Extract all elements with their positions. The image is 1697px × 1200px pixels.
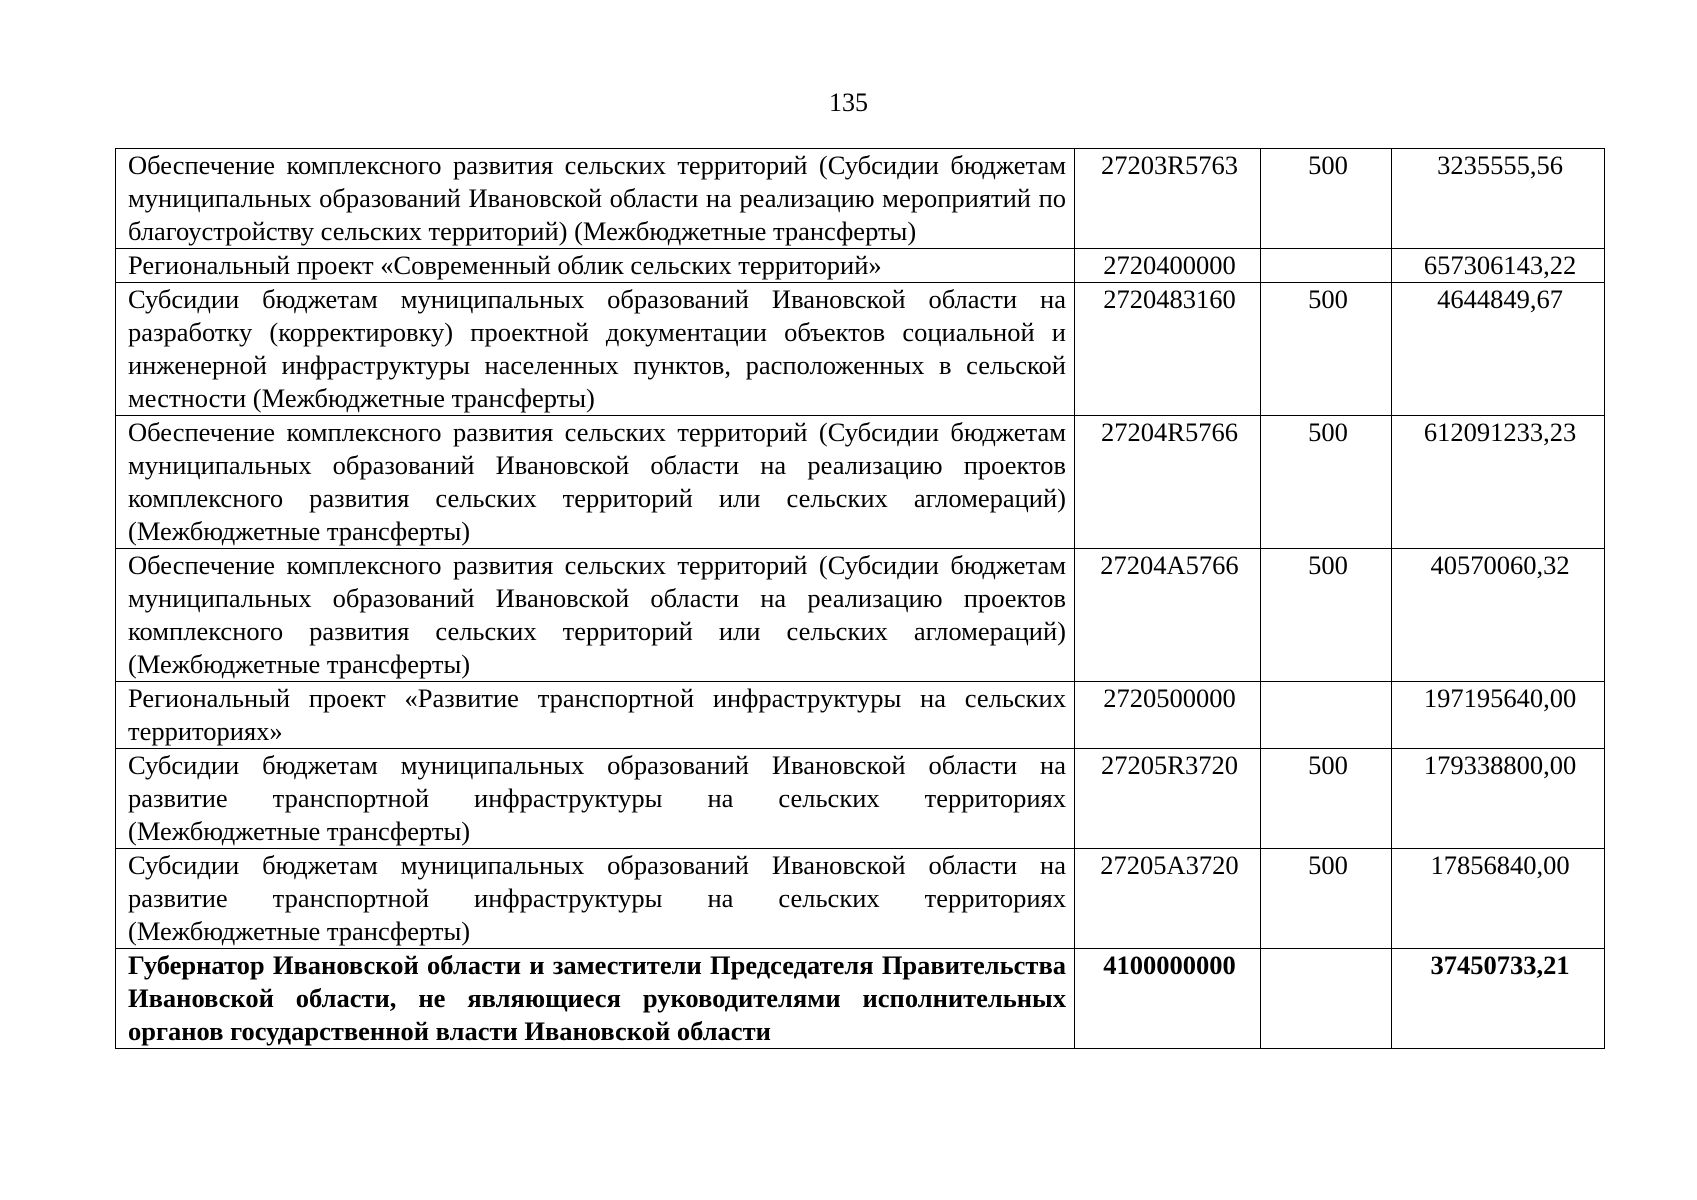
budget-table-body — [116, 149, 1605, 1049]
row-type — [1261, 249, 1392, 283]
table-row — [116, 149, 1605, 249]
table-row — [116, 749, 1605, 849]
row-amount: 40570060,32 — [1392, 549, 1605, 682]
page-number: 135 — [829, 88, 868, 117]
row-type: 500 — [1261, 149, 1392, 249]
row-code: 27204A5766 — [1075, 549, 1261, 682]
row-name: Субсидии бюджетам муниципальных образований Ивановской области на развитие транспортной инфраструктуры на сельских территориях (Межбюджетные трансферты) — [116, 849, 1075, 949]
table-row — [116, 249, 1605, 283]
row-code: 27203R5763 — [1075, 149, 1261, 249]
row-code: 27205R3720 — [1075, 749, 1261, 849]
row-name: Субсидии бюджетам муниципальных образований Ивановской области на разработку (корректировку) проектной документации объектов социальной и инженерной инфраструктуры населенных пунктов, расположенных в сельской местности (Межбюджетные трансферты) — [116, 283, 1075, 416]
row-code: 4100000000 — [1075, 949, 1261, 1049]
table-row — [116, 949, 1605, 1049]
row-code: 2720400000 — [1075, 249, 1261, 283]
budget-table — [115, 148, 1605, 1049]
row-type — [1261, 949, 1392, 1049]
row-code: 2720483160 — [1075, 283, 1261, 416]
row-name: Субсидии бюджетам муниципальных образований Ивановской области на развитие транспортной инфраструктуры на сельских территориях (Межбюджетные трансферты) — [116, 749, 1075, 849]
row-code: 27204R5766 — [1075, 416, 1261, 549]
row-type: 500 — [1261, 416, 1392, 549]
table-row — [116, 549, 1605, 682]
row-amount: 612091233,23 — [1392, 416, 1605, 549]
row-type: 500 — [1261, 749, 1392, 849]
row-name: Губернатор Ивановской области и заместители Председателя Правительства Ивановской области, не являющиеся руководителями исполнительных органов государственной власти Ивановской области — [116, 949, 1075, 1049]
row-amount: 179338800,00 — [1392, 749, 1605, 849]
row-type: 500 — [1261, 549, 1392, 682]
row-name: Обеспечение комплексного развития сельских территорий (Субсидии бюджетам муниципальных образований Ивановской области на реализацию проектов комплексного развития сельских территорий или сельских агломераций) (Межбюджетные трансферты) — [116, 416, 1075, 549]
row-amount: 657306143,22 — [1392, 249, 1605, 283]
row-type: 500 — [1261, 283, 1392, 416]
row-type — [1261, 682, 1392, 749]
row-name: Обеспечение комплексного развития сельских территорий (Субсидии бюджетам муниципальных образований Ивановской области на реализацию мероприятий по благоустройству сельских территорий) (Межбюджетные трансферты) — [116, 149, 1075, 249]
table-row — [116, 682, 1605, 749]
row-amount: 4644849,67 — [1392, 283, 1605, 416]
row-name: Региональный проект «Развитие транспортной инфраструктуры на сельских территориях» — [116, 682, 1075, 749]
row-name: Обеспечение комплексного развития сельских территорий (Субсидии бюджетам муниципальных образований Ивановской области на реализацию проектов комплексного развития сельских территорий или сельских агломераций) (Межбюджетные трансферты) — [116, 549, 1075, 682]
row-amount: 3235555,56 — [1392, 149, 1605, 249]
row-name: Региональный проект «Современный облик сельских территорий» — [116, 249, 1075, 283]
row-code: 27205A3720 — [1075, 849, 1261, 949]
row-type: 500 — [1261, 849, 1392, 949]
table-row — [116, 849, 1605, 949]
row-amount: 17856840,00 — [1392, 849, 1605, 949]
table-row — [116, 283, 1605, 416]
row-amount: 37450733,21 — [1392, 949, 1605, 1049]
table-row — [116, 416, 1605, 549]
row-amount: 197195640,00 — [1392, 682, 1605, 749]
row-code: 2720500000 — [1075, 682, 1261, 749]
